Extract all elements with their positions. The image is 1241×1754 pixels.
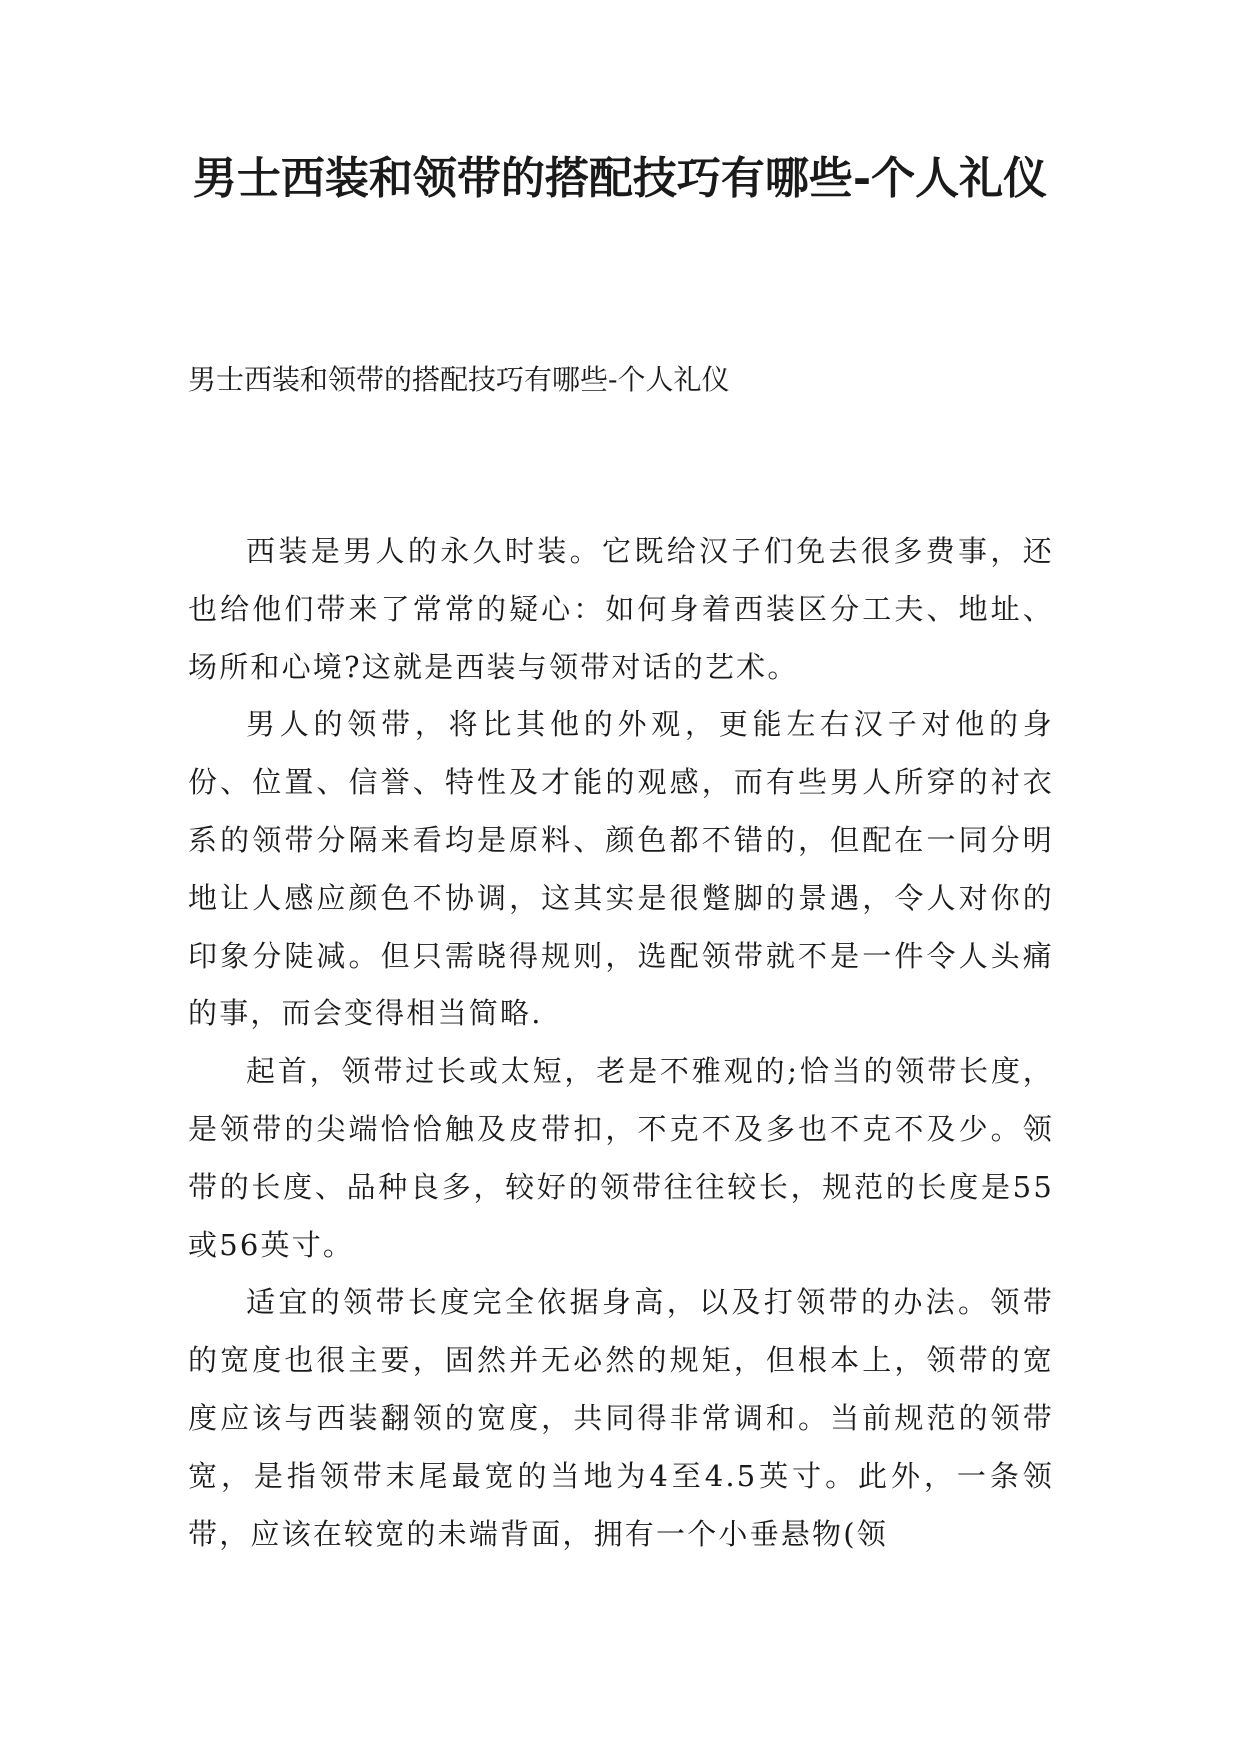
body-paragraph: 男人的领带，将比其他的外观，更能左右汉子对他的身份、位置、信誉、特性及才能的观感，而有些男人所穿的衬衣系的领带分隔来看均是原料、颜色都不错的，但配在一同分明地让人感应颜色不协调，这其实是很蹩脚的景遇，令人对你的印象分陡减。但只需晓得规则，选配领带就不是一件令人头痛的事，而会变得相当简略. — [188, 707, 1054, 1031]
body-paragraph: 适宜的领带长度完全依据身高，以及打领带的办法。领带的宽度也很主要，固然并无必然的规矩，但根本上，领带的宽度应该与西装翻领的宽度，共同得非常调和。当前规范的领带宽，是指领带末尾最宽的当地为4至4.5英寸。此外，一条领带，应该在较宽的未端背面，拥有一个小垂悬物(领 — [188, 1285, 1054, 1551]
document-title: 男士西装和领带的搭配技巧有哪些-个人礼仪 — [192, 153, 1048, 204]
body-paragraph: 起首，领带过长或太短，老是不雅观的;恰当的领带长度，是领带的尖端恰恰触及皮带扣，不克不及多也不克不及少。领带的长度、品种良多，较好的领带往往较长，规范的长度是55或56英寸。 — [188, 1054, 1054, 1262]
body-paragraph: 西装是男人的永久时装。它既给汉子们免去很多费事，还也给他们带来了常常的疑心：如何身着西装区分工夫、地址、场所和心境?这就是西装与领带对话的艺术。 — [188, 534, 1054, 684]
document-subtitle: 男士西装和领带的搭配技巧有哪些-个人礼仪 — [188, 363, 730, 396]
document-body — [188, 523, 1054, 1563]
